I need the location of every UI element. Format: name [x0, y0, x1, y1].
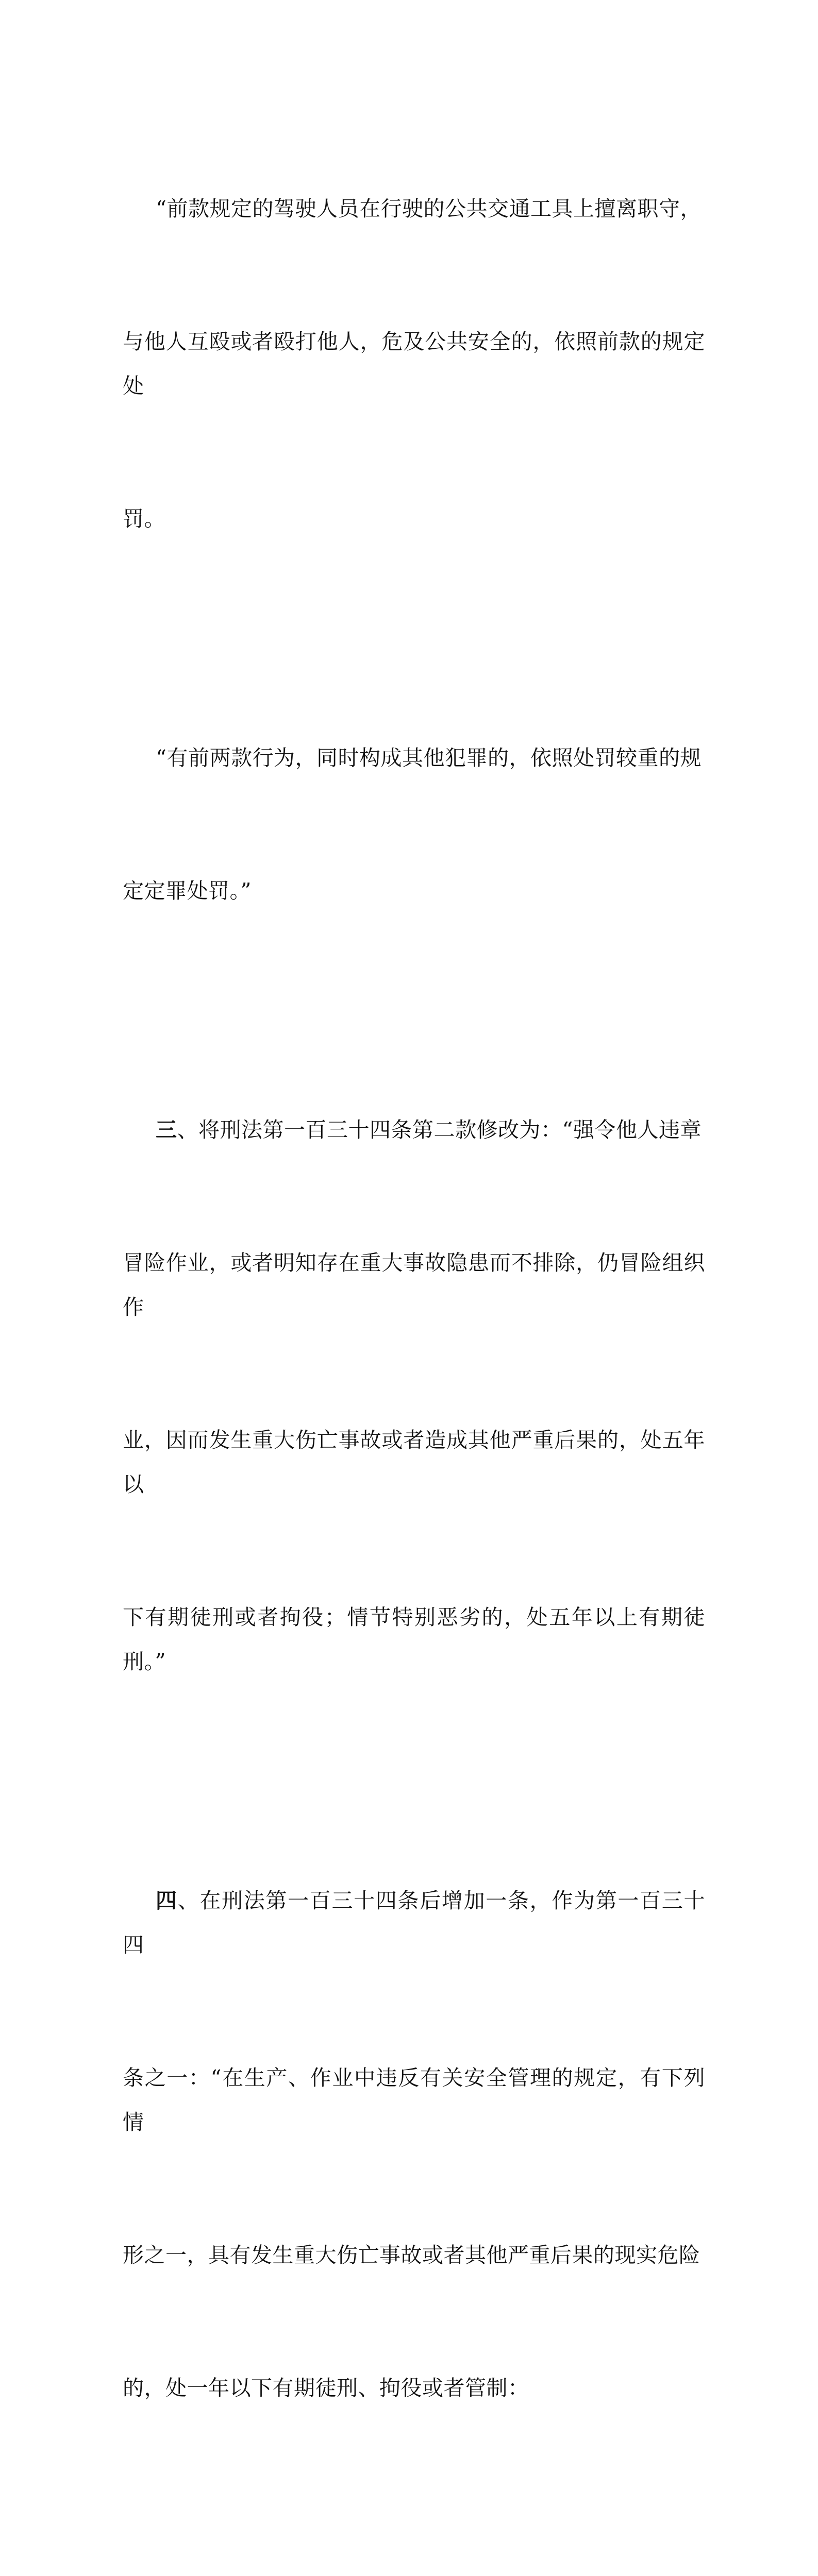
text-line: 的，处一年以下有期徒刑、拘役或者管制：: [123, 2376, 529, 2400]
text-line: 形之一，具有发生重大伤亡事故或者其他严重后果的现实危险: [123, 2243, 700, 2267]
section-marker: 三: [156, 1117, 177, 1142]
paragraph-3: [123, 1019, 705, 1772]
section-marker: 四: [156, 1888, 178, 1913]
text-line: 冒险作业，或者明知存在重大事故隐患而不排除，仍冒险组织作: [123, 1250, 705, 1319]
text-line-rest: 、将刑法第一百三十四条第二款修改为：“强令他人违章: [177, 1117, 702, 1142]
text-line: 条之一：“在生产、作业中违反有关安全管理的规定，有下列情: [123, 2065, 705, 2134]
text-line-rest: 、在刑法第一百三十四条后增加一条，作为第一百三十四: [123, 1888, 705, 1957]
paragraph-1: [123, 98, 705, 630]
document-body: [123, 98, 705, 2576]
text-line: [123, 1108, 705, 1152]
paragraph-4: [123, 1790, 705, 2499]
text-line: [123, 1878, 705, 1967]
text-line: 罚。: [123, 506, 165, 531]
paragraph-2: [123, 647, 705, 1002]
text-line: “有前两款行为，同时构成其他犯罪的，依照处罚较重的规: [156, 745, 702, 770]
text-line: “前款规定的驾驶人员在行驶的公共交通工具上擅离职守，: [156, 196, 702, 221]
text-line: 定定罪处罚。”: [123, 878, 252, 903]
paragraph-5: [123, 2516, 705, 2576]
text-line: 下有期徒刑或者拘役；情节特别恶劣的，处五年以上有期徒刑。”: [123, 1605, 705, 1674]
text-line: 与他人互殴或者殴打他人，危及公共安全的，依照前款的规定处: [123, 329, 705, 398]
text-line: 业，因而发生重大伤亡事故或者造成其他严重后果的，处五年以: [123, 1428, 705, 1497]
